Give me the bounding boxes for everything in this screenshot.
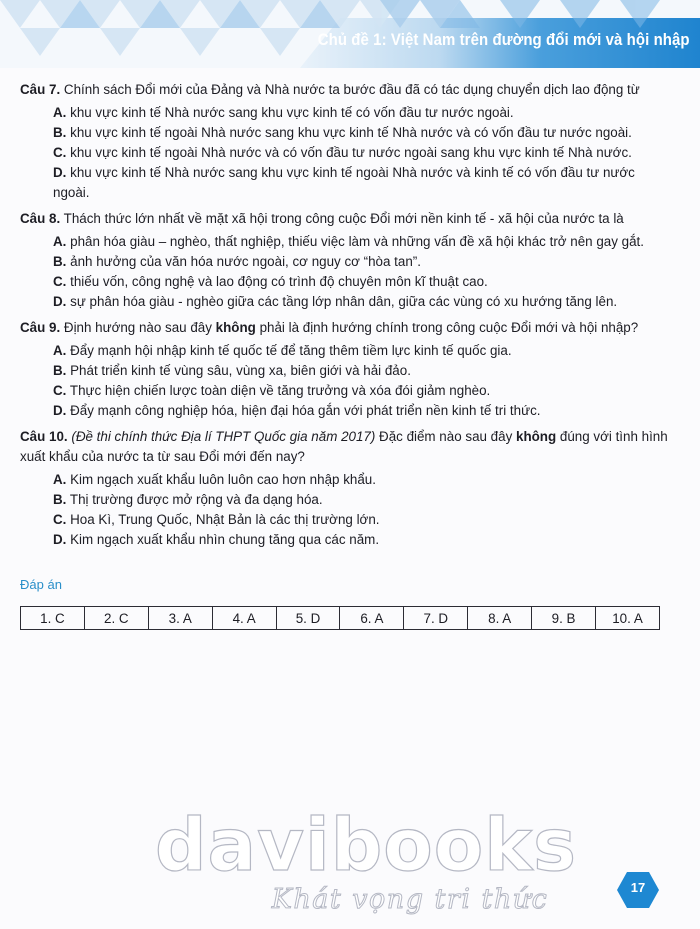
question-text: Đặc điểm nào sau đây (375, 429, 516, 444)
option-letter: B. (53, 492, 67, 507)
answer-options (53, 103, 675, 203)
option-a (53, 470, 675, 490)
option-a (53, 232, 675, 252)
option-b (53, 361, 675, 381)
option-b (53, 123, 675, 143)
question-7 (20, 80, 675, 203)
option-b (53, 490, 675, 510)
option-d (53, 530, 675, 550)
option-text: khu vực kinh tế Nhà nước sang khu vực kinh tế ngoài Nhà nước và kinh tế có vốn đầu tư nước ngoài. (53, 165, 635, 200)
option-letter: D. (53, 403, 67, 418)
option-letter: C. (53, 383, 67, 398)
question-text: phải là định hướng chính trong công cuộc Đổi mới và hội nhập? (255, 320, 639, 335)
option-letter: B. (53, 125, 67, 140)
question-emphasis: không (215, 320, 256, 335)
question-stem (20, 427, 675, 467)
watermark-brand: davibooks (155, 803, 577, 887)
question-stem (20, 80, 675, 100)
question-8 (20, 209, 675, 312)
question-9 (20, 318, 675, 421)
option-letter: A. (53, 343, 67, 358)
answer-cell: 8. A (468, 607, 532, 630)
option-letter: C. (53, 512, 67, 527)
option-letter: C. (53, 145, 67, 160)
option-text: Thực hiện chiến lược toàn diện về tăng trưởng và xóa đói giảm nghèo. (66, 383, 491, 398)
option-letter: A. (53, 105, 67, 120)
question-number: Câu 8. (20, 211, 61, 226)
answer-cell: 3. A (148, 607, 212, 630)
question-text: Định hướng nào sau đây (60, 320, 216, 335)
option-letter: D. (53, 532, 67, 547)
option-text: thiếu vốn, công nghệ và lao động có trình độ chuyên môn kĩ thuật cao. (66, 274, 488, 289)
option-text: khu vực kinh tế Nhà nước sang khu vực kinh tế có vốn đầu tư nước ngoài. (66, 105, 514, 120)
answer-cell: 5. D (276, 607, 340, 630)
question-number: Câu 10. (20, 429, 68, 444)
option-letter: B. (53, 254, 67, 269)
option-letter: A. (53, 234, 67, 249)
answer-cell: 6. A (340, 607, 404, 630)
answer-cell: 4. A (212, 607, 276, 630)
answer-options (53, 232, 675, 312)
answer-key-title: Đáp án (20, 577, 62, 592)
answer-cell: 2. C (84, 607, 148, 630)
option-text: ảnh hưởng của văn hóa nước ngoài, cơ nguy cơ “hòa tan”. (66, 254, 421, 269)
question-number: Câu 9. (20, 320, 61, 335)
option-letter: B. (53, 363, 67, 378)
chapter-title: Chủ đề 1: Việt Nam trên đường đổi mới và hội nhập (318, 30, 690, 49)
answer-key-table (20, 606, 660, 630)
page-number: 17 (630, 880, 646, 895)
answer-cell: 7. D (404, 607, 468, 630)
question-text: đúng với tình hình xuất khẩu của nước ta từ sau Đổi mới đến nay? (20, 429, 668, 464)
option-text: Đẩy mạnh hội nhập kinh tế quốc tế để tăng thêm tiềm lực kinh tế quốc gia. (66, 343, 512, 358)
option-text: Hoa Kì, Trung Quốc, Nhật Bản là các thị trường lớn. (66, 512, 380, 527)
answer-options (53, 470, 675, 550)
question-list (20, 80, 675, 556)
option-text: khu vực kinh tế ngoài Nhà nước sang khu vực kinh tế Nhà nước và có vốn đầu tư nước ngoài. (66, 125, 632, 140)
question-number: Câu 7. (20, 82, 61, 97)
question-text: Chính sách Đổi mới của Đảng và Nhà nước ta bước đầu đã có tác dụng chuyển dịch lao động từ (60, 82, 640, 97)
answer-cell: 10. A (596, 607, 660, 630)
option-c (53, 510, 675, 530)
answer-options (53, 341, 675, 421)
answer-key-row (21, 607, 660, 630)
option-d (53, 401, 675, 421)
option-text: Kim ngạch xuất khẩu luôn luôn cao hơn nhập khẩu. (66, 472, 376, 487)
option-a (53, 103, 675, 123)
option-text: sự phân hóa giàu - nghèo giữa các tầng lớp nhân dân, giữa các vùng có xu hướng tăng lên. (66, 294, 618, 309)
question-emphasis: không (516, 429, 557, 444)
option-c (53, 272, 675, 292)
option-letter: C. (53, 274, 67, 289)
option-text: phân hóa giàu – nghèo, thất nghiệp, thiếu việc làm và những vấn đề xã hội khác trở nên gay gắt. (66, 234, 644, 249)
answer-cell: 9. B (532, 607, 596, 630)
watermark-tagline: Khát vọng tri thức (271, 884, 549, 915)
option-letter: D. (53, 294, 67, 309)
option-text: Phát triển kinh tế vùng sâu, vùng xa, biên giới và hải đảo. (66, 363, 411, 378)
answer-cell: 1. C (21, 607, 85, 630)
question-stem (20, 209, 675, 229)
question-source: (Đề thi chính thức Địa lí THPT Quốc gia năm 2017) (67, 429, 376, 444)
option-a (53, 341, 675, 361)
option-text: Thị trường được mở rộng và đa dạng hóa. (66, 492, 323, 507)
option-text: khu vực kinh tế ngoài Nhà nước và có vốn đầu tư nước ngoài sang khu vực kinh tế Nhà nước. (66, 145, 632, 160)
option-b (53, 252, 675, 272)
question-10 (20, 427, 675, 550)
option-c (53, 143, 675, 163)
option-c (53, 381, 675, 401)
option-text: Kim ngạch xuất khẩu nhìn chung tăng qua các năm. (66, 532, 380, 547)
option-d (53, 163, 675, 203)
option-letter: D. (53, 165, 67, 180)
question-stem (20, 318, 675, 338)
option-letter: A. (53, 472, 67, 487)
option-d (53, 292, 675, 312)
page-header (0, 0, 700, 68)
question-text: Thách thức lớn nhất về mặt xã hội trong công cuộc Đổi mới nền kinh tế - xã hội của nước ta là (60, 211, 624, 226)
option-text: Đẩy mạnh công nghiệp hóa, hiện đại hóa gắn với phát triển nền kinh tế tri thức. (66, 403, 541, 418)
